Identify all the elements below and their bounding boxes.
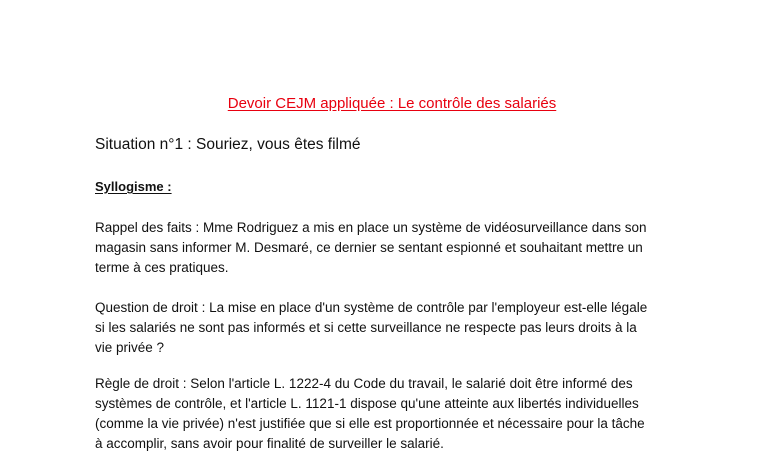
- paragraph-rappel-des-faits: [95, 218, 715, 278]
- paragraph-line: magasin sans informer M. Desmaré, ce dernier se sentant espionné et souhaitant mettre un: [95, 240, 643, 255]
- paragraph-line: Règle de droit : Selon l'article L. 1222-4 du Code du travail, le salarié doit être informé des: [95, 376, 633, 391]
- paragraph-line: terme à ces pratiques.: [95, 260, 229, 275]
- paragraph-regle-de-droit: [95, 374, 715, 454]
- section-heading-syllogisme: Syllogisme :: [95, 179, 172, 194]
- paragraph-line: si les salariés ne sont pas informés et si cette surveillance ne respecte pas leurs droits à la: [95, 320, 637, 335]
- paragraph-line: (comme la vie privée) n'est justifiée que si elle est proportionnée et nécessaire pour la tâche: [95, 416, 645, 431]
- paragraph-line: systèmes de contrôle, et l'article L. 1121-1 dispose qu'une atteinte aux libertés individuelles: [95, 396, 639, 411]
- paragraph-line: Rappel des faits : Mme Rodriguez a mis en place un système de vidéosurveillance dans son: [95, 220, 647, 235]
- paragraph-question-de-droit: [95, 298, 715, 358]
- paragraph-line: Question de droit : La mise en place d'un système de contrôle par l'employeur est-elle légale: [95, 300, 648, 315]
- document-title: Devoir CEJM appliquée : Le contrôle des salariés: [227, 95, 557, 112]
- paragraph-line: à accomplir, sans avoir pour finalité de surveiller le salarié.: [95, 436, 444, 451]
- situation-heading: Situation n°1 : Souriez, vous êtes filmé: [95, 136, 361, 153]
- paragraph-line: vie privée ?: [95, 340, 165, 355]
